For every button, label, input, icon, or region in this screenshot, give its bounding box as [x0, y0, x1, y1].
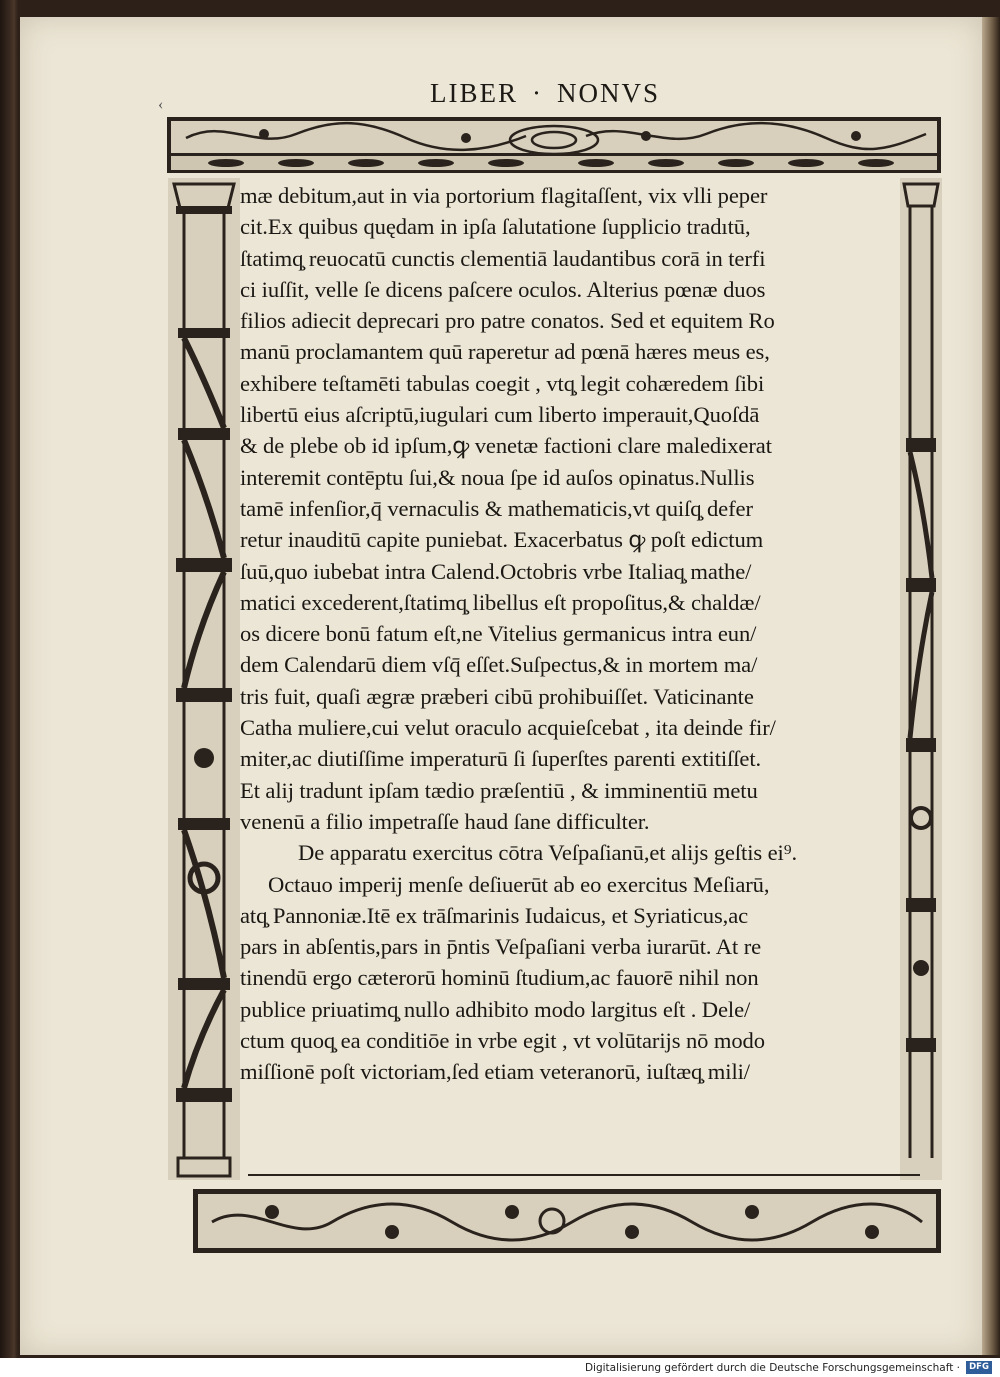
text-line: os dicere bonū fatum eſt,ne Vitelius germanicus intra eun/	[240, 621, 757, 647]
text-line: exhibere teſtamēti tabulas coegit , vtq̧ legit cohæredem ſibi	[240, 370, 765, 396]
text-line: filios adiecit deprecari pro patre conatos. Sed et equitem Ro	[240, 308, 775, 334]
text-line: ſuū,quo iubebat intra Calend.Octobris vrbe Italiaq̧ mathe/	[240, 558, 752, 584]
running-head: LIBER · NONVS	[430, 78, 661, 108]
text-line: matici excederent,ſtatimq̧ libellus eſt propoſitus,& chaldæ/	[240, 589, 761, 615]
text-line: mæ debitum,aut in via portorium flagitaſſent, vix vlli peper	[240, 183, 768, 208]
text-line: pars in abſentis,pars in p̄ntis Veſpaſiani verba iurarūt. At re	[240, 934, 762, 960]
running-head-right: NONVS	[557, 78, 661, 108]
page-marker: ‹	[158, 96, 164, 113]
text-rule	[248, 1174, 920, 1176]
top-woodcut-border	[166, 116, 942, 174]
text-line: tris fuit, quaſi ægræ præberi cibū prohibuiſſet. Vaticinante	[240, 683, 754, 709]
text-line: manū proclamantem quū raperetur ad pœnā hæres meus es,	[240, 339, 770, 365]
text-line: tamē infenſior,q̄ vernaculis & mathematicis,vt quiſq̧ defer	[240, 495, 753, 521]
dfg-logo[interactable]: DFG	[966, 1361, 992, 1374]
text-line: miter,ac diutiſſime imperaturū ſi ſuperſtes parenti extitiſſet.	[240, 746, 762, 772]
text-line: venenū a filio impetraſſe haud ſane difficulter.	[240, 808, 650, 834]
text-line: miſſionē poſt victoriam,ſed etiam veteranorū, iuſtæq̧ mili/	[240, 1059, 750, 1085]
text-line: ctum quoq̧ ea conditiōe in vrbe egit , vt volūtarijs nō modo	[240, 1028, 765, 1054]
text-line: cit.Ex quibus quędam in ipſa ſalutatione ſupplicio tradıtū,	[240, 214, 751, 240]
text-line: Catha muliere,cui velut oraculo acquieſcebat , ita deinde fir/	[240, 715, 776, 741]
page-edge-shadow	[982, 17, 1000, 1355]
text-line: atq̧ Pannoniæ.Itē ex trāſmarinis Iudaicus, et Syriaticus,ac	[240, 902, 749, 928]
text-line: Octauo imperij menſe deſiuerūt ab eo exercitus Meſiarū,	[268, 871, 770, 897]
section-heading: De apparatu exercitus cōtra Veſpaſianū,et alijs geſtis ei⁹.	[298, 840, 798, 866]
text-line: publice priuatimq̧ nullo adhibito modo largitus eſt . Dele/	[240, 996, 751, 1022]
text-line: Et alij tradunt ipſam tædio præſentiū , & imminentiū metu	[240, 777, 758, 803]
text-line: ſtatimq̧ reuocatū cunctis clementiā laudantibus corā in terfi	[240, 245, 766, 271]
text-line: & de plebe ob id ipſum,ꝙ venetæ factioni clare maledixerat	[240, 433, 772, 459]
body-text	[240, 180, 910, 1088]
text-line: tinendū ergo cæterorū hominū ſtudium,ac fauorē nihil non	[240, 965, 759, 991]
text-line: dem Calendarū diem vſq̄ eſſet.Suſpectus,& in mortem ma/	[240, 652, 758, 678]
text-line: libertū eius aſcriptū,iugulari cum liberto imperauit,Quoſdā	[240, 402, 760, 428]
text-line: retur inauditū capite puniebat. Exacerbatus ꝙ poſt edictum	[240, 527, 764, 553]
text-line: interemit contēptu ſui,& noua ſpe id auſos opinatus.Nullis	[240, 464, 755, 490]
bottom-woodcut-border	[192, 1188, 942, 1254]
text-line: ci iuſſit, velle ſe dicens paſcere oculos. Alterius pœnæ duos	[240, 276, 766, 302]
footer-credit: Digitalisierung gefördert durch die Deutsche Forschungsgemeinschaft ·	[584, 1362, 960, 1374]
running-head-left: LIBER	[430, 78, 518, 108]
left-woodcut-column	[168, 178, 240, 1180]
